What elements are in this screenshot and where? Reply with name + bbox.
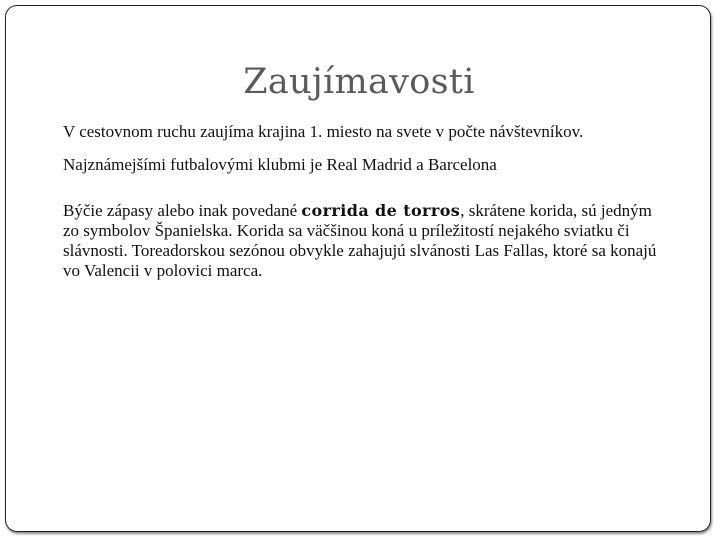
paragraph-bullfighting-rest: , skrátene korida, sú jedným zo symbolov Španielska. Korida sa väčšinou koná u príležitostí nejakého sviatku či slávnosti. Toreadorskou sezónou obvykle zahajujú slvánosti Las Fallas, ktoré sa konajú vo Valencii v polovici marca. (63, 201, 657, 280)
corrida-de-torros-term: corrida de torros (301, 201, 461, 220)
slide (5, 5, 711, 532)
paragraph-tourism: V cestovnom ruchu zaujíma krajina 1. miesto na svete v počte návštevníkov. (63, 122, 584, 141)
paragraph-football: Najznámejšími futbalovými klubmi je Real Madrid a Barcelona (63, 155, 497, 174)
slide-title: Zaujímavosti (243, 62, 475, 102)
paragraph-bullfighting (63, 201, 663, 281)
slide-body (63, 122, 703, 281)
paragraph-bullfighting-intro: Býčie zápasy alebo inak povedané (63, 201, 302, 220)
